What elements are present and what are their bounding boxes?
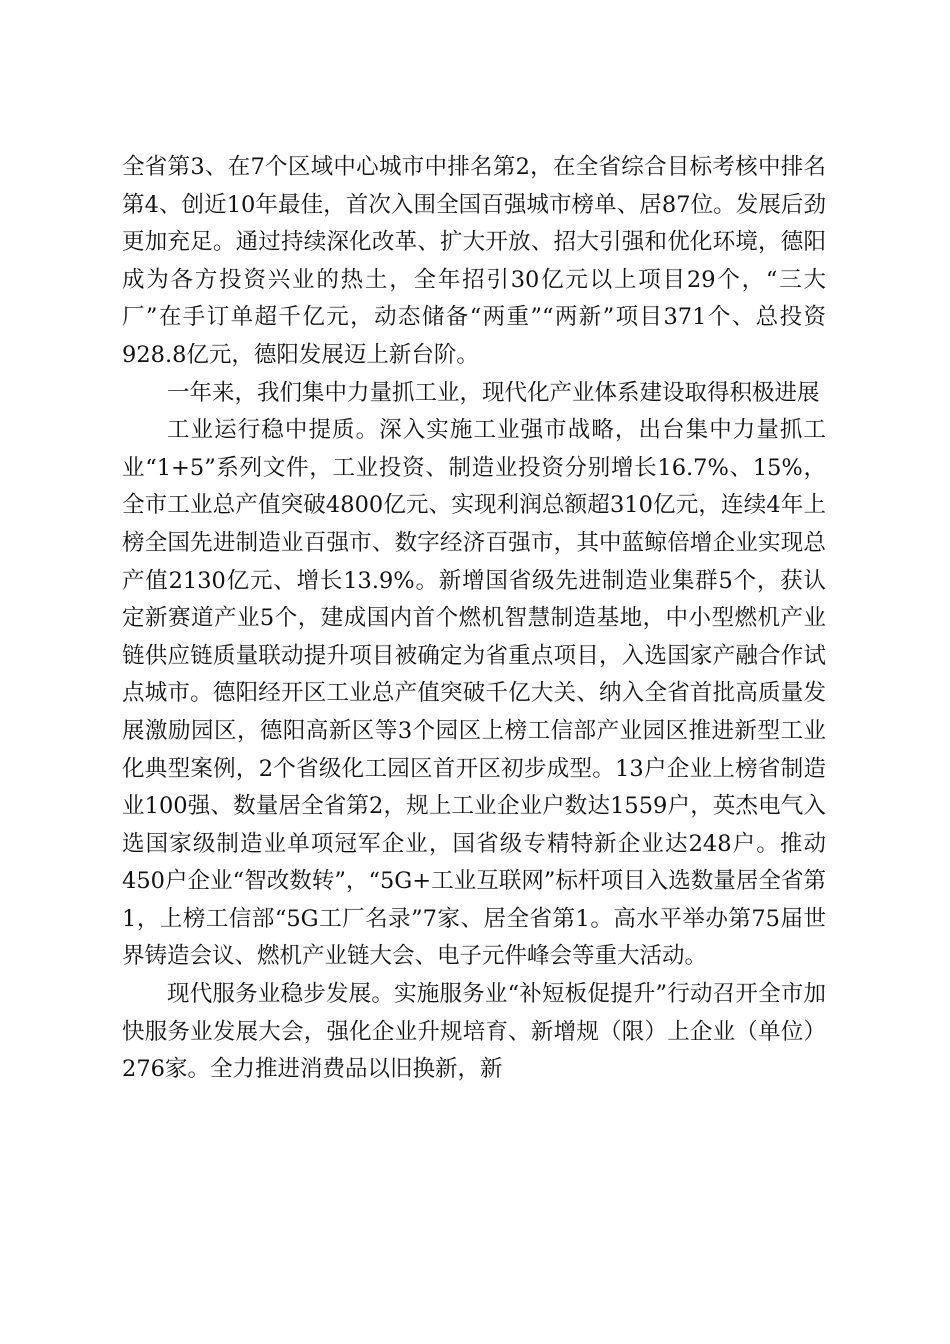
paragraph-industry: 工业运行稳中提质。深入实施工业强市战略，出台集中力量抓工业“1+5”系列文件，工业投资、制造业投资分别增长16.7%、15%，全市工业总产值突破4800亿元、实现利润总额超310亿元，连续4年上榜全国先进制造业百强市、数字经济百强市，其中蓝鲸倍增企业实现总产值2130亿元、增长13.9%。新增国省级先进制造业集群5个，获认定新赛道产业5个，建成国内首个燃机智慧制造基地，中小型燃机产业链供应链质量联动提升项目被确定为省重点项目，入选国家产融合作试点城市。德阳经开区工业总产值突破千亿大关、纳入全省首批高质量发展激励园区，德阳高新区等3个园区上榜工信部产业园区推进新型工业化典型案例，2个省级化工园区首开区初步成型。13户企业上榜省制造业100强、数量居全省第2，规上工业企业户数达1559户，英杰电气入选国家级制造业单项冠军企业，国省级专精特新企业达248户。推动450户企业“智改数转”，“5G+工业互联网”标杆项目入选数量居全省第1，上榜工信部“5G工厂名录”7家、居全省第1。高水平举办第75届世界铸造会议、燃机产业链大会、电子元件峰会等重大活动。 [122, 417, 826, 970]
paragraph-services: 现代服务业稳步发展。实施服务业“补短板促提升”行动召开全市加快服务业发展大会，强化企业升规培育、新增规（限）上企业（单位）276家。全力推进消费品以旧换新，新 [122, 981, 826, 1083]
document-body [122, 149, 826, 1089]
paragraph-continuation: 全省第3、在7个区域中心城市中排名第2，在全省综合目标考核中排名第4、创近10年最佳，首次入围全国百强城市榜单、居87位。发展后劲更加充足。通过持续深化改革、扩大开放、招大引强和优化环境，德阳成为各方投资兴业的热土，全年招引30亿元以上项目29个，“三大厂”在手订单超千亿元，动态储备“两重”“两新”项目371个、总投资928.8亿元，德阳发展迈上新台阶。 [122, 154, 826, 368]
paragraph-section-heading: 一年来，我们集中力量抓工业，现代化产业体系建设取得积极进展 [167, 379, 820, 406]
